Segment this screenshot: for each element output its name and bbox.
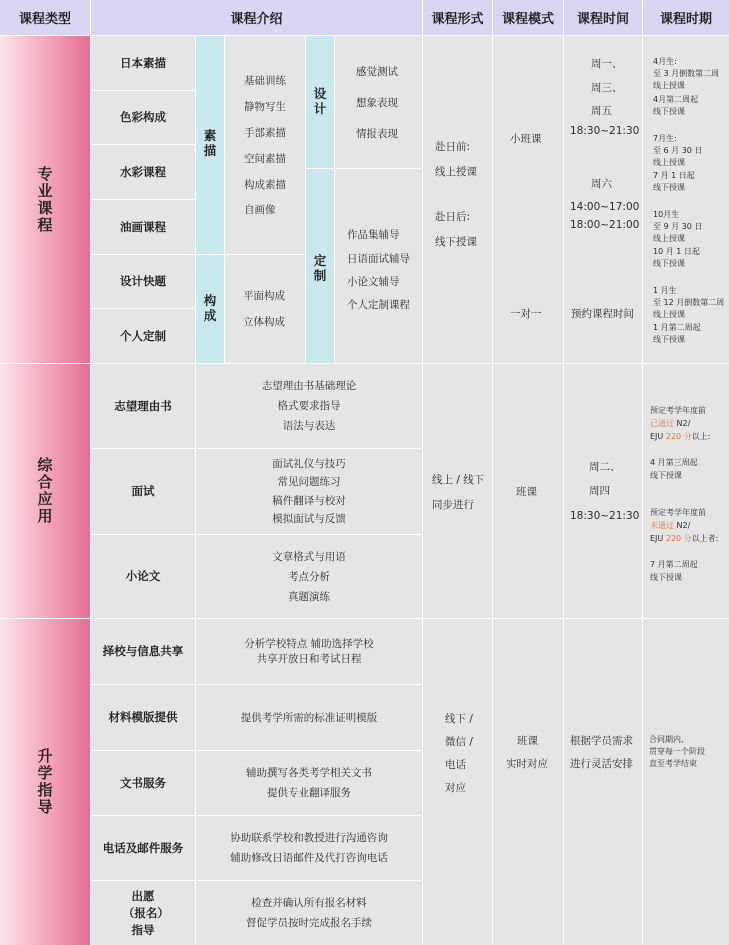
header-course-period: 课程时期 — [643, 0, 729, 35]
period-text: 7 月 1 日起 — [653, 171, 695, 180]
intro-line: 督促学员按时完成报名手续 — [246, 917, 372, 929]
period-text: 线上授课 — [653, 81, 685, 90]
sec2-intro — [196, 449, 422, 534]
tag-label: 构成 — [203, 293, 217, 323]
intro-line: 真题演练 — [288, 590, 330, 603]
tag-label: 定制 — [313, 253, 327, 283]
intro-line: 语法与表达 — [282, 420, 336, 432]
intro-line: 面试礼仪与技巧 — [272, 457, 346, 470]
time-text: 根据学员需求 — [570, 735, 633, 747]
time-text: 14:00~17:00 — [570, 201, 640, 213]
list-item: 情报表现 — [356, 128, 398, 140]
period-text: 至 6 月 30 日 — [653, 146, 703, 155]
section-comprehensive-label — [0, 364, 90, 618]
mode-text: 实时对应 — [506, 758, 548, 770]
period-text: EJU 220 分以上者: — [650, 534, 719, 543]
sec2-form — [423, 364, 492, 618]
period-text: 预定考学年度前 — [650, 508, 706, 517]
tag-label: 设计 — [313, 86, 327, 116]
header-course-mode: 课程模式 — [493, 0, 563, 35]
course-item: 油画课程 — [91, 200, 195, 254]
form-text: 赴日前: — [435, 141, 471, 153]
time-text: 18:00~21:00 — [570, 219, 640, 231]
time-text: 预约课程时间 — [571, 308, 634, 320]
list-item: 自画像 — [244, 204, 276, 216]
period-text: 10 月 1 日起 — [653, 247, 700, 256]
course-item: 色彩构成 — [91, 91, 195, 144]
period-text: 至 3 月倒数第二周 — [653, 69, 720, 78]
sec1-time — [564, 36, 642, 363]
sec3-form — [423, 619, 492, 945]
period-text: 7月生: — [653, 134, 677, 143]
mode-text: 一对一 — [510, 308, 542, 320]
time-text: 周五 — [591, 105, 612, 117]
period-text: 4月生: — [653, 57, 677, 66]
time-text: 进行灵活安排 — [570, 758, 633, 770]
sec1-period — [643, 36, 729, 363]
period-text: 1 月生 — [653, 286, 677, 295]
mode-text: 小班课 — [510, 133, 542, 145]
section-title: 专业课程 — [37, 164, 53, 234]
sec3-intro — [196, 751, 422, 815]
tag-label: 素描 — [203, 128, 217, 158]
sec2-intro — [196, 535, 422, 618]
intro-line: 分析学校特点 辅助选择学校 — [244, 637, 374, 650]
period-text: 未通过 N2/ — [650, 521, 691, 530]
list-item: 感觉测试 — [356, 66, 398, 78]
list-item: 空间素描 — [244, 153, 286, 165]
sec3-intro — [196, 816, 422, 880]
tag-sheji — [306, 36, 334, 168]
course-item: 出愿（报名）指导 — [91, 881, 195, 945]
time-text: 周三、 — [591, 82, 623, 94]
sec1-form — [423, 36, 492, 363]
intro-line: 模拟面试与反馈 — [272, 513, 346, 525]
form-text: 线上 / 线下 — [432, 474, 485, 486]
time-text: 周一、 — [591, 58, 623, 70]
section-guidance-label — [0, 619, 90, 945]
mode-text: 班课 — [517, 735, 538, 747]
period-text: 已通过 N2/ — [650, 419, 691, 428]
list-item: 作品集辅导 — [347, 229, 400, 241]
mode-text: 班课 — [516, 486, 537, 498]
intro-line: 稿件翻译与校对 — [272, 494, 346, 507]
period-text: 至 12 月倒数第二周 — [653, 298, 725, 307]
time-text: 18:30~21:30 — [570, 510, 640, 522]
period-text: 1 月第二周起 — [653, 323, 701, 332]
form-text: 线下 / — [445, 713, 473, 725]
intro-line: 提供考学所需的标准证明模版 — [240, 711, 378, 724]
sec2-time — [564, 364, 642, 618]
intro-line: 共享开放日和考试日程 — [256, 652, 362, 665]
course-item: 文书服务 — [91, 751, 195, 815]
course-item: 择校与信息共享 — [91, 619, 195, 684]
form-text: 对应 — [445, 782, 466, 794]
course-item: 个人定制 — [91, 309, 195, 363]
sec1-mode — [493, 36, 563, 363]
course-item: 电话及邮件服务 — [91, 816, 195, 880]
period-text: 线上授课 — [653, 310, 685, 319]
list-item: 手部素描 — [244, 127, 286, 139]
header-course-type: 课程类型 — [0, 0, 90, 35]
sec2-intro — [196, 364, 422, 448]
intro-line: 辅助修改日语邮件及代打咨询电话 — [230, 852, 388, 864]
intro-line: 文章格式与用语 — [272, 550, 346, 563]
sheji-list — [335, 36, 422, 168]
tag-dingzhi — [306, 169, 334, 363]
course-item: 面试 — [91, 449, 195, 534]
section-professional-label — [0, 36, 90, 363]
list-item: 构成素描 — [244, 179, 286, 191]
list-item: 静物写生 — [244, 101, 286, 113]
period-text: 合同期内, — [649, 735, 684, 744]
intro-line: 检查并确认所有报名材料 — [251, 897, 367, 909]
list-item: 平面构成 — [243, 290, 285, 302]
period-text: 贯穿每一个阶段 — [649, 747, 705, 756]
period-text: 线下授课 — [653, 259, 685, 268]
course-item: 水彩课程 — [91, 145, 195, 199]
course-item: 材料模版提供 — [91, 685, 195, 750]
sec2-mode — [493, 364, 563, 618]
list-item: 想象表现 — [356, 97, 398, 109]
sec3-period — [643, 619, 729, 945]
form-text: 线下授课 — [435, 236, 477, 248]
sec3-intro — [196, 619, 422, 684]
period-text: 预定考学年度前 — [650, 406, 706, 415]
form-text: 电话 — [445, 759, 466, 771]
course-item: 设计快题 — [91, 255, 195, 308]
time-text: 周四 — [589, 485, 610, 497]
period-text: 直至考学结束 — [649, 759, 697, 768]
period-text: 线下授课 — [650, 573, 682, 582]
period-text: 线下授课 — [653, 183, 685, 192]
period-text: 10月生 — [653, 210, 680, 219]
sec3-intro — [196, 881, 422, 945]
form-text: 微信 / — [445, 736, 473, 748]
period-text: 7 月第二周起 — [650, 560, 698, 569]
course-item: 志望理由书 — [91, 364, 195, 448]
form-text: 线上授课 — [435, 166, 477, 178]
form-text: 赴日后: — [435, 211, 471, 223]
period-text: 线下授课 — [653, 107, 685, 116]
form-text: 同步进行 — [432, 499, 474, 511]
intro-line: 提供专业翻译服务 — [267, 787, 351, 799]
goucheng-list — [225, 255, 305, 363]
section-title: 综合应用 — [37, 456, 53, 525]
sec3-time — [564, 619, 642, 945]
intro-line: 常见问题练习 — [277, 476, 341, 488]
intro-line: 辅助撰写各类考学相关文书 — [246, 767, 372, 779]
intro-line: 志望理由书基础理论 — [261, 380, 357, 392]
intro-line: 协助联系学校和教授进行沟通咨询 — [230, 832, 388, 844]
list-item: 小论文辅导 — [347, 276, 400, 288]
list-item: 个人定制课程 — [347, 299, 410, 311]
list-item: 基础训练 — [244, 75, 286, 87]
course-item: 小论文 — [91, 535, 195, 618]
dingzhi-list — [335, 169, 422, 363]
header-course-time: 课程时间 — [564, 0, 642, 35]
period-text: EJU 220 分以上: — [650, 432, 711, 441]
period-text: 至 9 月 30 日 — [653, 222, 703, 231]
period-text: 4月第二周起 — [653, 95, 699, 104]
intro-line: 考点分析 — [288, 570, 330, 583]
course-item: 日本素描 — [91, 36, 195, 90]
header-course-form: 课程形式 — [423, 0, 492, 35]
sec2-period — [643, 364, 729, 618]
intro-line: 格式要求指导 — [277, 400, 341, 412]
list-item: 日语面试辅导 — [347, 253, 410, 265]
tag-sumiao — [196, 36, 224, 254]
period-text: 线上授课 — [653, 158, 685, 167]
time-text: 周六 — [591, 178, 612, 190]
sec3-intro — [196, 685, 422, 750]
header-course-intro: 课程介绍 — [91, 0, 422, 35]
time-text: 18:30~21:30 — [570, 125, 640, 137]
period-text: 4 月第三周起 — [650, 458, 698, 467]
tag-goucheng — [196, 255, 224, 363]
period-text: 线上授课 — [653, 234, 685, 243]
time-text: 周二、 — [589, 461, 621, 473]
sumiao-list — [225, 36, 305, 254]
sec3-mode — [493, 619, 563, 945]
section-title: 升学指导 — [37, 747, 53, 816]
list-item: 立体构成 — [243, 316, 285, 328]
period-text: 线下授课 — [650, 471, 682, 480]
period-text: 线下授课 — [653, 335, 685, 344]
